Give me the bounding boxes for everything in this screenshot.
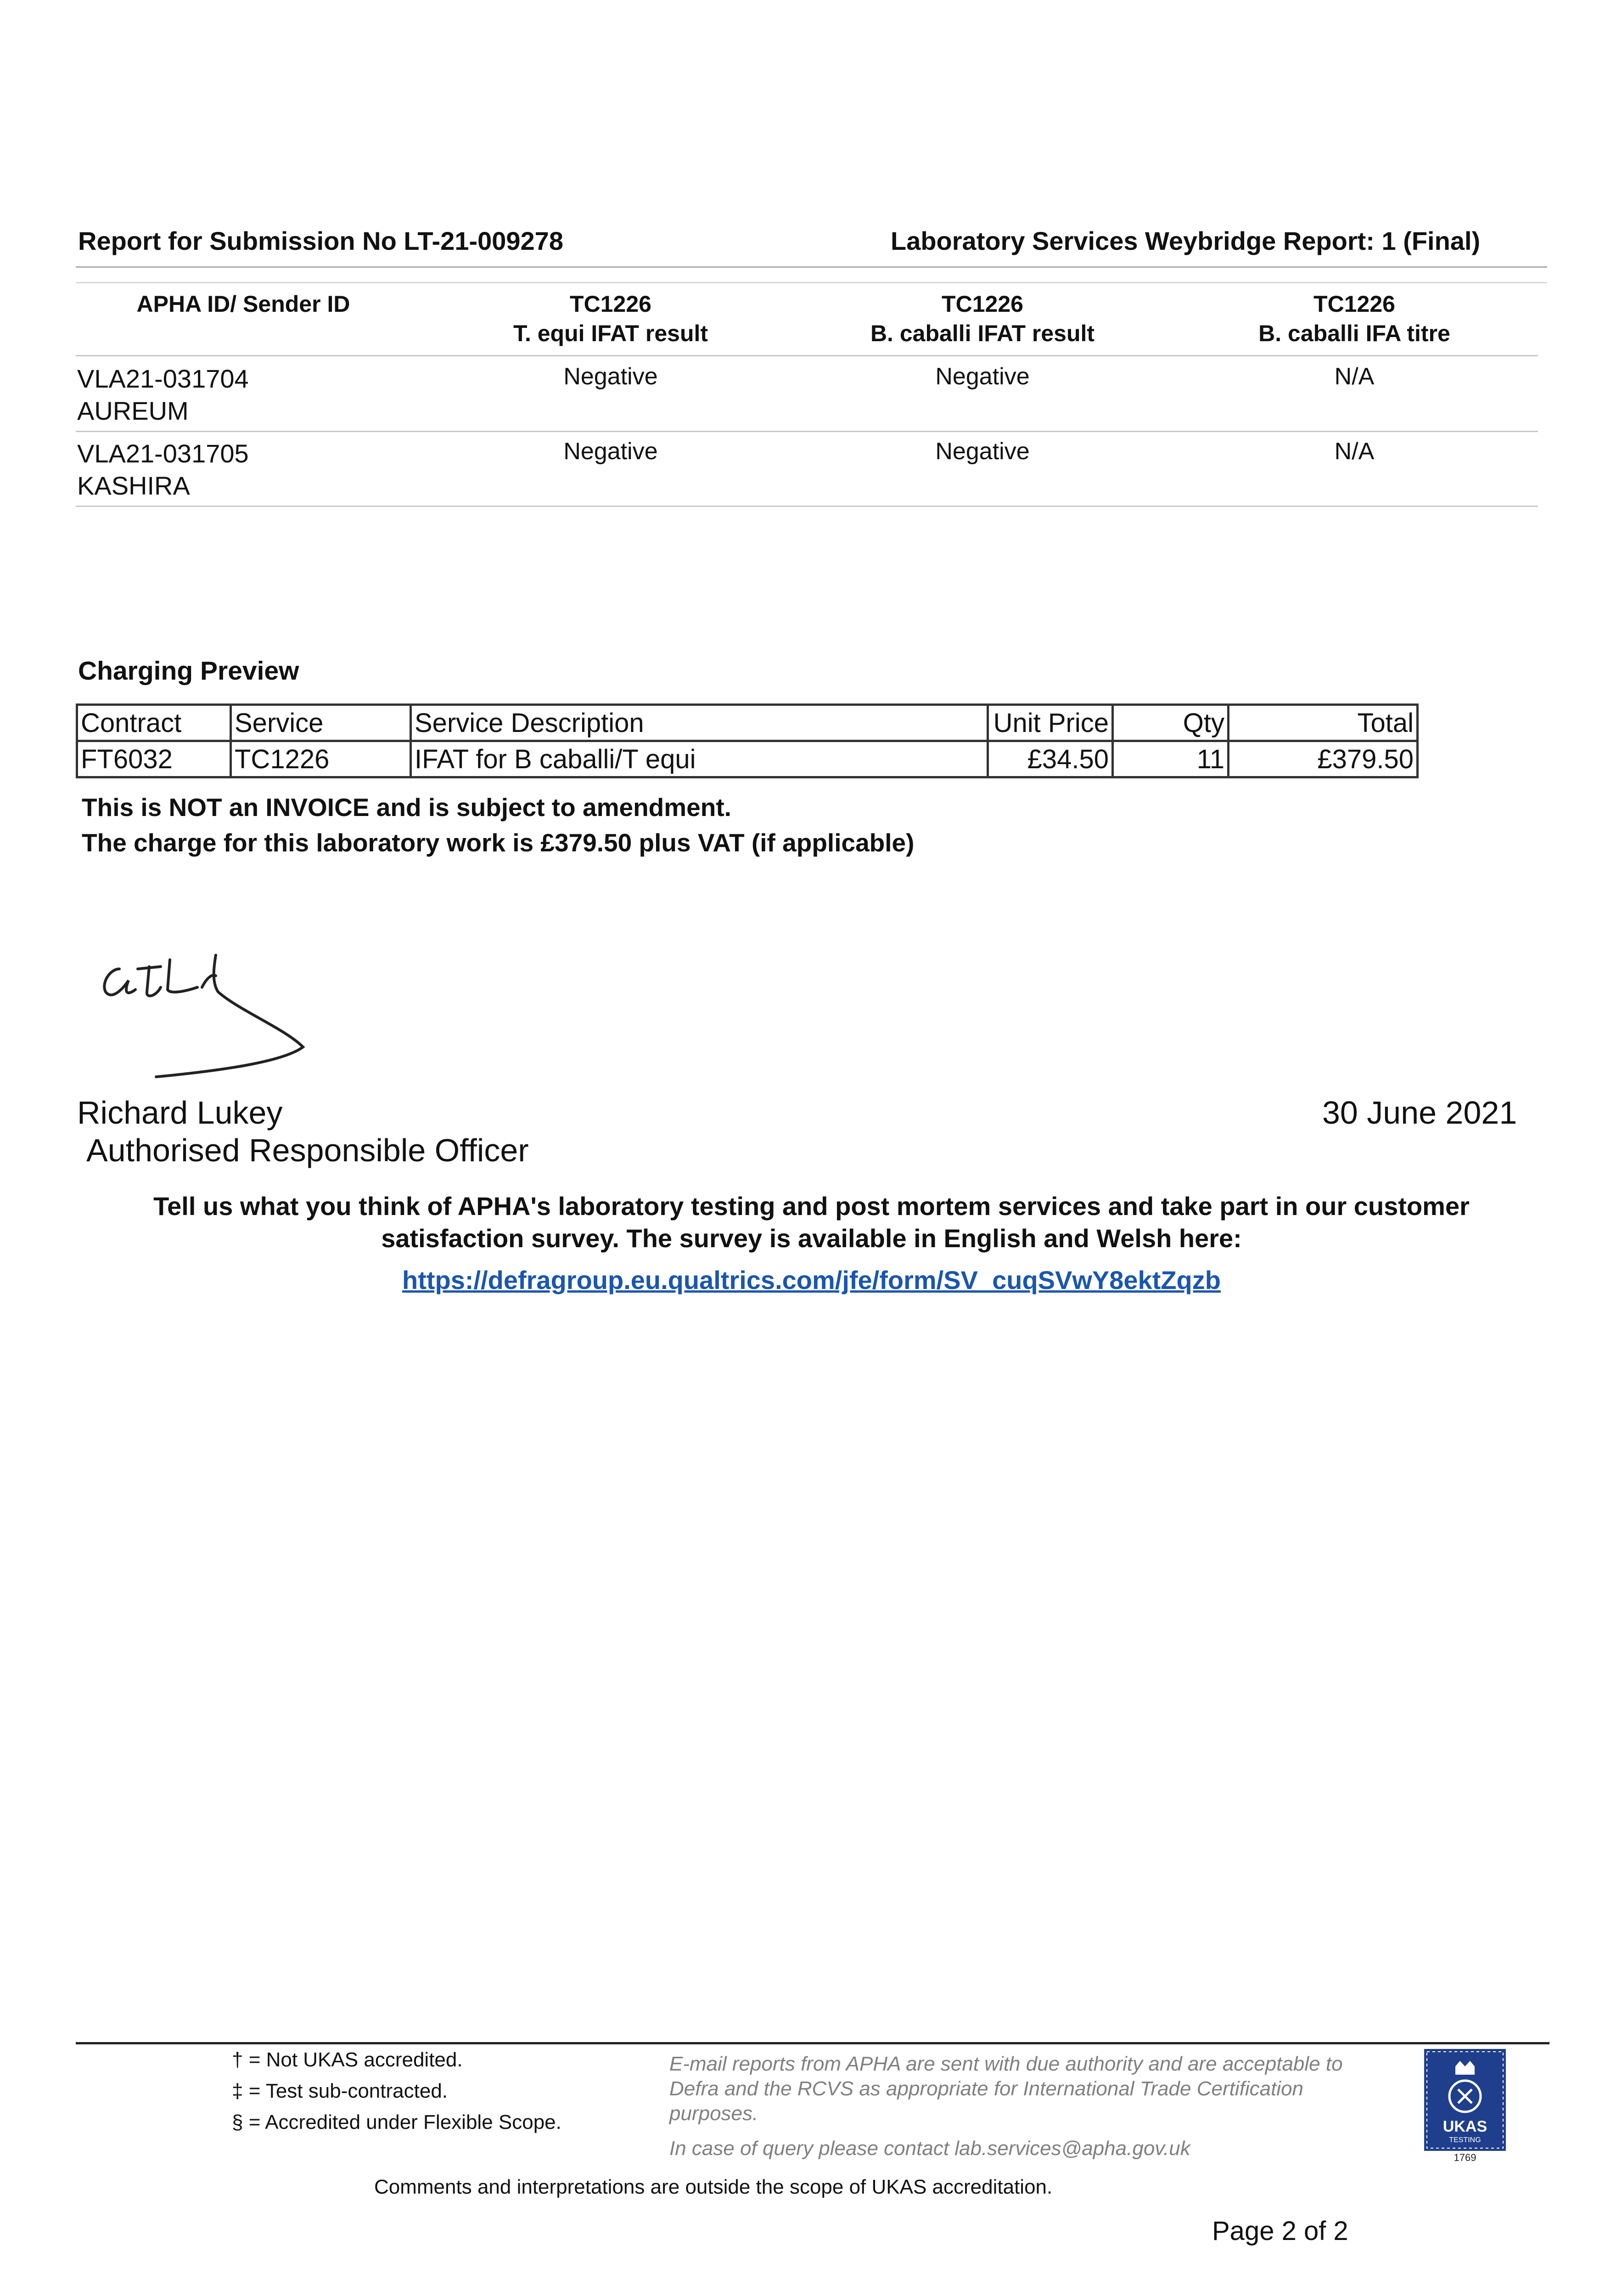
sender-id: KASHIRA bbox=[77, 471, 190, 500]
ukas-logo bbox=[1423, 2048, 1507, 2163]
charge-note: The charge for this laboratory work is £379.50 plus VAT (if applicable) bbox=[82, 828, 915, 857]
table-row bbox=[77, 363, 249, 427]
table-row bbox=[77, 438, 249, 502]
sender-id: AUREUM bbox=[77, 396, 189, 425]
col-header-line2: T. equi IFAT result bbox=[513, 321, 708, 346]
col-header-line1: TC1226 bbox=[942, 291, 1023, 317]
report-submission-title: Report for Submission No LT-21-009278 bbox=[78, 226, 563, 255]
contract-value: FT6032 bbox=[77, 741, 231, 777]
results-col-header-bcaballi bbox=[822, 289, 1143, 348]
tequi-result: Negative bbox=[563, 363, 658, 390]
results-col-header-tequi bbox=[450, 289, 771, 348]
header-rule bbox=[76, 266, 1547, 268]
signatory-role: Authorised Responsible Officer bbox=[86, 1132, 529, 1168]
ukas-logo-number: 1769 bbox=[1454, 2152, 1476, 2163]
signature-image bbox=[92, 941, 321, 1088]
email-disclaimer: E-mail reports from APHA are sent with due authority and are acceptable to Defra and the RCVS as appropriate for International Trade Certification purposes. bbox=[669, 2053, 1343, 2125]
not-invoice-note: This is NOT an INVOICE and is subject to amendment. bbox=[82, 793, 731, 822]
th-unit-price: Unit Price bbox=[988, 705, 1113, 741]
col-header-line1: TC1226 bbox=[1313, 291, 1395, 317]
col-header-line2: B. caballi IFAT result bbox=[870, 321, 1095, 346]
th-service: Service bbox=[231, 705, 411, 741]
col-header-line2: B. caballi IFA titre bbox=[1258, 321, 1450, 346]
charging-table bbox=[76, 703, 1419, 778]
charging-header-row bbox=[77, 705, 1418, 741]
titre-result: N/A bbox=[1334, 438, 1375, 465]
legend-item: ‡ = Test sub-contracted. bbox=[232, 2080, 448, 2102]
legend-item: † = Not UKAS accredited. bbox=[232, 2048, 463, 2071]
th-qty: Qty bbox=[1113, 705, 1229, 741]
charging-row bbox=[77, 741, 1418, 777]
service-value: TC1226 bbox=[231, 741, 411, 777]
signatory-name: Richard Lukey bbox=[77, 1095, 283, 1131]
col-header-line1: TC1226 bbox=[570, 291, 651, 317]
legend-list bbox=[232, 2044, 561, 2138]
report-lab-title: Laboratory Services Weybridge Report: 1 (Final) bbox=[891, 226, 1481, 255]
row-rule bbox=[76, 431, 1538, 432]
results-col-header-titre bbox=[1194, 289, 1515, 348]
ukas-logo-sub: TESTING bbox=[1449, 2136, 1481, 2144]
bcaballi-result: Negative bbox=[935, 438, 1030, 465]
col-header-line1: APHA ID/ Sender ID bbox=[136, 291, 350, 317]
th-total: Total bbox=[1229, 705, 1418, 741]
bcaballi-result: Negative bbox=[935, 363, 1030, 390]
charging-title: Charging Preview bbox=[78, 656, 299, 686]
unit-price-value: £34.50 bbox=[988, 741, 1113, 777]
report-date: 30 June 2021 bbox=[1322, 1095, 1517, 1131]
titre-result: N/A bbox=[1334, 363, 1375, 390]
ukas-scope-note: Comments and interpretations are outside the scope of UKAS accreditation. bbox=[374, 2176, 1053, 2198]
page-number: Page 2 of 2 bbox=[1212, 2216, 1348, 2246]
sample-id: VLA21-031705 bbox=[77, 439, 249, 468]
ukas-logo-text: UKAS bbox=[1442, 2118, 1487, 2135]
legend-item: § = Accredited under Flexible Scope. bbox=[232, 2111, 561, 2133]
qty-value: 11 bbox=[1113, 741, 1229, 777]
survey-link[interactable]: https://defragroup.eu.qualtrics.com/jfe/form/SV_cuqSVwY8ektZqzb bbox=[402, 1266, 1221, 1294]
sample-id: VLA21-031704 bbox=[77, 364, 249, 393]
description-value: IFAT for B caballi/T equi bbox=[411, 741, 988, 777]
results-col-header-id bbox=[83, 289, 404, 319]
contact-note: In case of query please contact lab.services@apha.gov.uk bbox=[669, 2137, 1190, 2160]
results-header-rule bbox=[76, 355, 1538, 356]
survey-text-line2: satisfaction survey. The survey is available in English and Welsh here: bbox=[381, 1224, 1242, 1253]
th-description: Service Description bbox=[411, 705, 988, 741]
survey-text-line1: Tell us what you think of APHA's laboratory testing and post mortem services and take part in our customer bbox=[153, 1192, 1470, 1221]
th-contract: Contract bbox=[77, 705, 231, 741]
total-value: £379.50 bbox=[1229, 741, 1418, 777]
header-rule-2 bbox=[76, 282, 1547, 283]
row-rule bbox=[76, 506, 1538, 507]
ukas-crown-icon bbox=[1423, 2048, 1507, 2163]
tequi-result: Negative bbox=[563, 438, 658, 465]
